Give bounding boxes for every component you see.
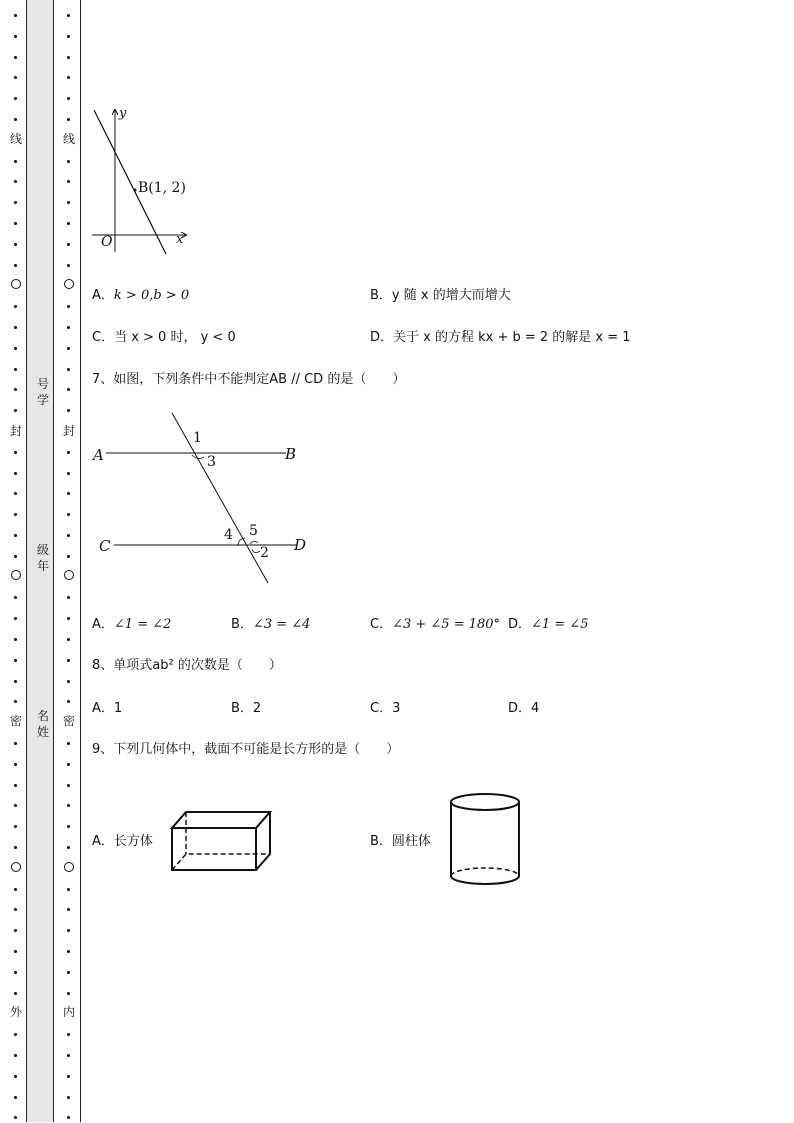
binding-dot [67, 347, 70, 350]
binding-dot [67, 264, 70, 267]
q7-option-d[interactable] [508, 613, 589, 632]
option-text: ∠1 = ∠5 [531, 617, 589, 632]
point-b [134, 189, 137, 192]
right-word-secret: 密 [62, 714, 75, 728]
angle-label-5: 5 [249, 523, 258, 539]
option-text: 圆柱体 [391, 834, 431, 849]
q6-option-c[interactable] [92, 326, 236, 345]
binding-dot [14, 908, 17, 911]
binding-dot [14, 784, 17, 787]
binding-dot [14, 409, 17, 412]
binding-dot [14, 160, 17, 163]
cylinder-figure [444, 790, 528, 890]
option-letter: C． [92, 330, 115, 345]
angle-label-2: 2 [260, 545, 269, 561]
q9-stem: 9、下列几何体中，截面不可能是长方形的是（ ） [92, 742, 400, 757]
binding-dot [67, 388, 70, 391]
angle-mark-2 [252, 549, 260, 553]
origin-label: O [101, 234, 113, 250]
binding-dot [67, 118, 70, 121]
option-letter: A． [92, 288, 114, 303]
binding-dot [14, 264, 17, 267]
binding-dot [67, 804, 70, 807]
option-letter: A． [92, 701, 114, 716]
option-letter: B． [231, 617, 253, 632]
q6-option-a[interactable] [92, 284, 189, 303]
binding-dot [14, 971, 17, 974]
label-c: C [99, 537, 111, 555]
binding-dot [14, 1054, 17, 1057]
binding-dot [14, 368, 17, 371]
label-b: B [285, 445, 297, 463]
binding-dot [14, 14, 17, 17]
q7-stem: 7、如图，下列条件中不能判定AB // CD 的是（ ） [92, 372, 406, 387]
q9-option-a[interactable] [92, 830, 153, 849]
option-text: k > 0,b > 0 [113, 288, 190, 303]
binding-dot [67, 1033, 70, 1036]
binding-dot [14, 929, 17, 932]
q8-option-d[interactable] [508, 697, 539, 716]
right-word-inner: 内 [62, 1005, 75, 1019]
right-circle-3 [64, 862, 74, 872]
binding-dot [67, 14, 70, 17]
option-text: 3 [392, 701, 401, 716]
option-text: 当 x > 0 时， y < 0 [114, 330, 236, 345]
q8-option-b[interactable] [231, 697, 261, 716]
binding-dot [14, 180, 17, 183]
option-text: 长方体 [113, 834, 153, 849]
q8-option-a[interactable] [92, 697, 122, 716]
binding-dot [14, 222, 17, 225]
binding-dot [67, 1096, 70, 1099]
binding-dot [67, 971, 70, 974]
binding-dot [67, 56, 70, 59]
binding-dot [67, 534, 70, 537]
right-circle-1 [64, 279, 74, 289]
binding-dot [67, 76, 70, 79]
binding-dot [67, 596, 70, 599]
left-circle-1 [11, 279, 21, 289]
binding-dot [14, 1096, 17, 1099]
binding-dot [67, 680, 70, 683]
cuboid-figure [166, 806, 276, 876]
binding-dot [67, 908, 70, 911]
binding-dot [14, 659, 17, 662]
binding-dot [14, 950, 17, 953]
option-text: ∠3 + ∠5 = 180° [392, 617, 501, 632]
binding-dot [67, 492, 70, 495]
y-axis-label: y [119, 106, 127, 121]
binding-dot [14, 617, 17, 620]
binding-dot [67, 513, 70, 516]
q7-parallel-lines-figure [90, 405, 320, 590]
binding-dot [67, 742, 70, 745]
binding-dot [14, 35, 17, 38]
binding-dot [67, 222, 70, 225]
binding-dot [14, 638, 17, 641]
binding-dot [14, 555, 17, 558]
binding-dot [67, 992, 70, 995]
right-dot-column [63, 0, 75, 1123]
option-letter: B． [370, 834, 392, 849]
binding-dot [67, 763, 70, 766]
left-circle-2 [11, 570, 21, 580]
option-letter: B． [231, 701, 253, 716]
grade-label: 级 年 [36, 543, 49, 573]
q8-stem: 8、单项式ab² 的次数是（ ） [92, 658, 282, 673]
option-text: 1 [113, 701, 123, 716]
q7-option-a[interactable] [92, 613, 171, 632]
binding-dot [67, 451, 70, 454]
binding-dot [67, 35, 70, 38]
angle-mark-5 [250, 541, 258, 544]
binding-dot [67, 305, 70, 308]
binding-dot [67, 825, 70, 828]
q7-option-b[interactable] [231, 613, 310, 632]
angle-label-4: 4 [224, 527, 233, 543]
binding-margin [0, 0, 82, 1123]
point-b-label: B(1, 2) [138, 180, 186, 196]
binding-dot [67, 472, 70, 475]
transversal [172, 413, 268, 583]
option-text: ∠1 = ∠2 [113, 617, 172, 632]
binding-dot [14, 1116, 17, 1119]
binding-dot [14, 534, 17, 537]
q8-option-c[interactable] [370, 697, 400, 716]
left-word-line: 线 [9, 132, 22, 146]
label-d: D [294, 536, 307, 554]
binding-dot [14, 596, 17, 599]
q9-option-b[interactable] [370, 830, 431, 849]
binding-dot [14, 56, 17, 59]
binding-dot [14, 97, 17, 100]
binding-dot [67, 1116, 70, 1119]
binding-dot [14, 804, 17, 807]
binding-dot [14, 305, 17, 308]
binding-dot [14, 326, 17, 329]
option-letter: C． [370, 617, 393, 632]
binding-dot [67, 950, 70, 953]
binding-dot [14, 846, 17, 849]
binding-dot [67, 659, 70, 662]
option-letter: B． [370, 288, 392, 303]
left-word-seal: 封 [9, 424, 22, 438]
binding-dot [67, 555, 70, 558]
binding-dot [67, 180, 70, 183]
name-label: 名 姓 [36, 709, 49, 739]
binding-dot [14, 76, 17, 79]
option-text: 4 [531, 701, 540, 716]
binding-dot [14, 513, 17, 516]
option-text: y 随 x 的增大而增大 [391, 288, 511, 303]
left-word-outer: 外 [9, 1005, 22, 1019]
binding-dot [14, 888, 17, 891]
binding-dot [14, 1075, 17, 1078]
angle-label-1: 1 [193, 430, 202, 446]
binding-dot [67, 638, 70, 641]
binding-dot [14, 118, 17, 121]
binding-dot [67, 617, 70, 620]
binding-dot [67, 409, 70, 412]
binding-dot [14, 472, 17, 475]
binding-dot [14, 451, 17, 454]
binding-dot [14, 700, 17, 703]
right-word-line: 线 [62, 132, 75, 146]
binding-dot [67, 700, 70, 703]
label-a: A [93, 446, 104, 464]
binding-dot [14, 201, 17, 204]
option-letter: D． [370, 330, 394, 345]
option-text: 关于 x 的方程 kx + b = 2 的解是 x = 1 [393, 330, 631, 345]
binding-dot [67, 368, 70, 371]
binding-dot [67, 1054, 70, 1057]
binding-dot [14, 347, 17, 350]
option-text: ∠3 = ∠4 [252, 617, 311, 632]
binding-dot [67, 326, 70, 329]
option-text: 2 [252, 701, 262, 716]
angle-label-3: 3 [207, 454, 216, 470]
binding-dot [67, 97, 70, 100]
binding-dot [14, 825, 17, 828]
q6-option-d[interactable] [370, 326, 631, 345]
right-circle-2 [64, 570, 74, 580]
binding-dot [14, 492, 17, 495]
binding-dot [14, 992, 17, 995]
option-letter: C． [370, 701, 393, 716]
binding-dot [67, 888, 70, 891]
binding-dot [14, 680, 17, 683]
binding-dot [14, 388, 17, 391]
option-letter: A． [92, 617, 114, 632]
binding-dot [67, 1075, 70, 1078]
binding-dot [67, 160, 70, 163]
binding-dot [67, 929, 70, 932]
binding-dot [14, 243, 17, 246]
x-axis-label: x [176, 232, 184, 247]
q7-option-c[interactable] [370, 613, 500, 632]
option-letter: D． [508, 617, 532, 632]
binding-dot [14, 763, 17, 766]
binding-dot [14, 1033, 17, 1036]
binding-dot [14, 742, 17, 745]
binding-dot [67, 784, 70, 787]
binding-dot [67, 201, 70, 204]
binding-dot [67, 846, 70, 849]
left-circle-3 [11, 862, 21, 872]
q6-option-b[interactable] [370, 284, 511, 303]
option-letter: A． [92, 834, 114, 849]
option-letter: D． [508, 701, 532, 716]
binding-dot [67, 243, 70, 246]
student-id-label: 号 学 [36, 377, 49, 407]
left-word-secret: 密 [9, 714, 22, 728]
right-word-seal: 封 [62, 424, 75, 438]
left-dot-column [10, 0, 22, 1123]
